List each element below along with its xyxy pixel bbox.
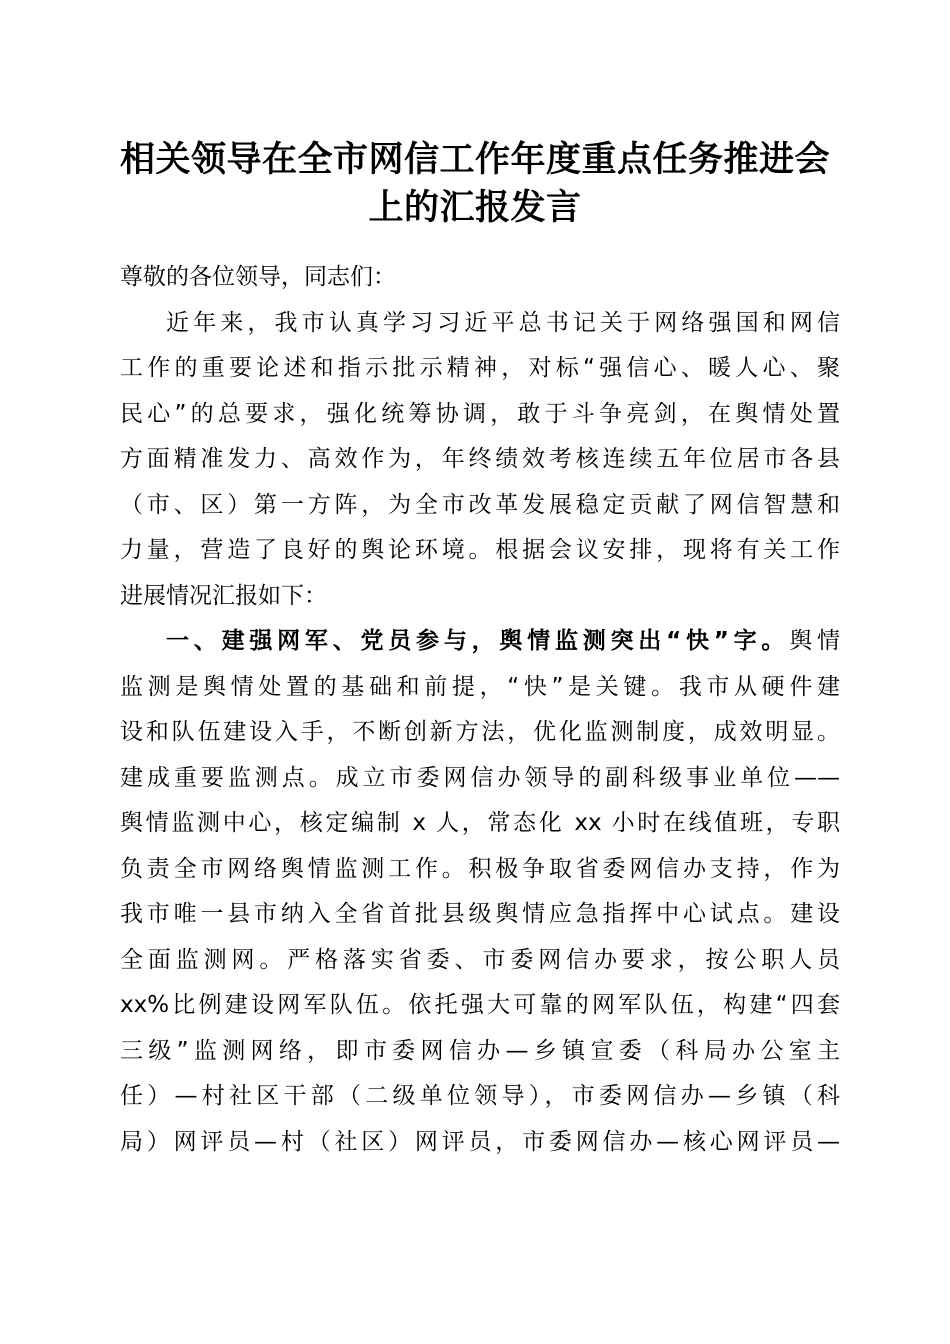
section-1-line: xx%比例建设网军队伍。依托强大可靠的网军队伍，构建“四套 — [120, 992, 840, 1018]
section-1-line: 三级”监测网络，即市委网信办—乡镇宣委（科局办公室主 — [120, 1037, 840, 1064]
document-title-line-2: 上的汇报发言 — [368, 187, 582, 228]
section-1-line: 设和队伍建设入手，不断创新方法，优化监测制度，成效明显。 — [120, 719, 840, 745]
intro-line: 近年来，我市认真学习习近平总书记关于网络强国和网信 — [166, 309, 840, 336]
intro-line: 进展情况汇报如下： — [120, 582, 327, 609]
section-1-line: 全面监测网。严格落实省委、市委网信办要求，按公职人员 — [120, 946, 840, 973]
intro-line: 方面精准发力、高效作为，年终绩效考核连续五年位居市各县 — [120, 446, 840, 472]
intro-line: （市、区）第一方阵，为全市改革发展稳定贡献了网信智慧和 — [120, 491, 840, 518]
section-1-heading: 一、建强网军、党员参与，舆情监测突出“快”字。 — [166, 628, 790, 654]
section-1-line: 局）网评员—村（社区）网评员，市委网信办—核心网评员— — [120, 1128, 840, 1155]
document-body — [120, 255, 840, 1165]
section-1-line: 负责全市网络舆情监测工作。积极争取省委网信办支持，作为 — [120, 855, 840, 882]
section-1-line: 监测是舆情处置的基础和前提，“快”是关键。我市从硬件建 — [120, 673, 840, 700]
section-1-first-line — [120, 619, 840, 665]
section-1-line: 建成重要监测点。成立市委网信办领导的副科级事业单位—— — [120, 764, 840, 791]
intro-line: 民心”的总要求，强化统筹协调，敢于斗争亮剑，在舆情处置 — [120, 400, 840, 427]
document-title-line-1: 相关领导在全市网信工作年度重点任务推进会 — [119, 139, 830, 180]
section-1-line: 任）—村社区干部（二级单位领导），市委网信办—乡镇（科 — [120, 1083, 840, 1109]
salutation: 尊敬的各位领导，同志们： — [120, 264, 396, 290]
section-1-line: 舆情监测中心，核定编制 x 人，常态化 xx 小时在线值班，专职 — [120, 810, 840, 836]
intro-line: 工作的重要论述和指示批示精神，对标“强信心、暖人心、聚 — [120, 355, 840, 381]
section-1-line: 我市唯一县市纳入全省首批县级舆情应急指挥中心试点。建设 — [120, 901, 840, 927]
intro-line: 力量，营造了良好的舆论环境。根据会议安排，现将有关工作 — [120, 537, 840, 563]
section-1-first-line-tail: 舆情 — [789, 628, 841, 654]
